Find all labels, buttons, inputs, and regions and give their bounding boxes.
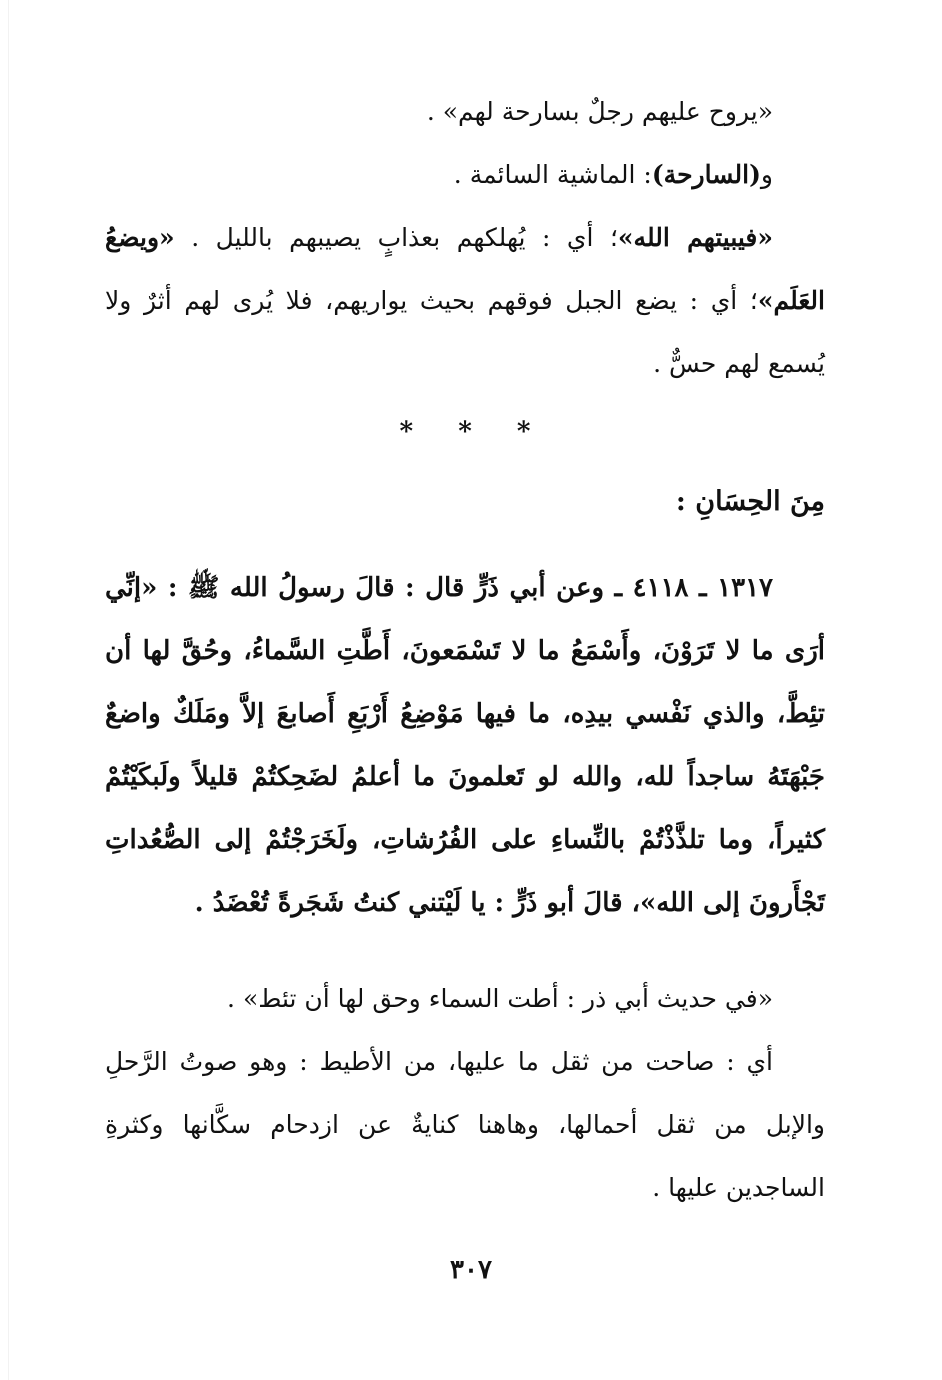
page-number: ٣٠٧ <box>450 1255 492 1285</box>
commentary-quote: «في حديث أبي ذر : أطت السماء وحق لها أن تئط» . <box>227 984 773 1013</box>
book-page <box>105 80 825 1219</box>
section-heading: مِنَ الحِسَانِ : <box>675 486 825 517</box>
commentary-heading <box>105 967 825 1030</box>
page-edge-shadow <box>8 0 9 1380</box>
term-fayubayyituhum: «فيبيتهم الله» <box>617 223 773 252</box>
definition-saariha <box>105 143 825 206</box>
explanation-paragraph <box>105 206 825 395</box>
conjunction: و <box>760 160 773 189</box>
hadith-text: ١٣١٧ ـ ٤١١٨ ـ وعن أبي ذَرٍّ قال : قالَ رسولُ الله ﷺ : «إنِّي أرَى ما لا تَرَوْنَ، وأَسْمَعُ ما لا تَسْمَعونَ، أَطَّتِ السَّماءُ، وحُقَّ لها أن تئِطَّ، والذي نَفْسي بيدِه، ما فيها مَوْضِعُ أَرْبَعِ أَصابعَ إلاَّ ومَلَكٌ واضعٌ جَبْهَتَهُ ساجداً لله، والله لو تَعلمونَ ما أعلمُ لضَحِكتُمْ قليلاً ولَبكَيْتُمْ كثيراً، وما تلذَّذْتُمْ بالنِّساءِ على الفُرُشاتِ، ولَخَرَجْتُمْ إلى الصُّعُداتِ تَجْأَرونَ إلى الله»، قالَ أبو ذَرٍّ : يا لَيْتني كنتُ شَجَرةً تُعْضَدُ . <box>105 573 825 918</box>
commentary-paragraph: أي : صاحت من ثقل ما عليها، من الأطيط : وهو صوتُ الرَّحلِ والإبل من ثقل أحمالها، وهاهنا كنايةٌ عن ازدحام سكَّانها وكثرةِ الساجدين عليها . <box>105 1047 825 1202</box>
section-separator: * * * <box>399 417 549 447</box>
term-saariha: (السارحة) <box>651 160 761 189</box>
quote-text: «يروح عليهم رجلٌ بسارحة لهم» . <box>426 97 773 126</box>
explanation-text-2: ؛ أي : يضع الجبل فوقهم بحيث يواريهم، فلا يُرى لهم أثرٌ ولا يُسمع لهم حسٌّ . <box>105 286 825 378</box>
definition-text: : الماشية السائمة . <box>453 160 652 189</box>
term-wayadau: «ويضعُ العَلَم» <box>105 223 825 315</box>
explanation-text-1: ؛ أي : يُهلكهم بعذابٍ يصيبهم بالليل . <box>174 223 618 252</box>
quote-line <box>105 80 825 143</box>
